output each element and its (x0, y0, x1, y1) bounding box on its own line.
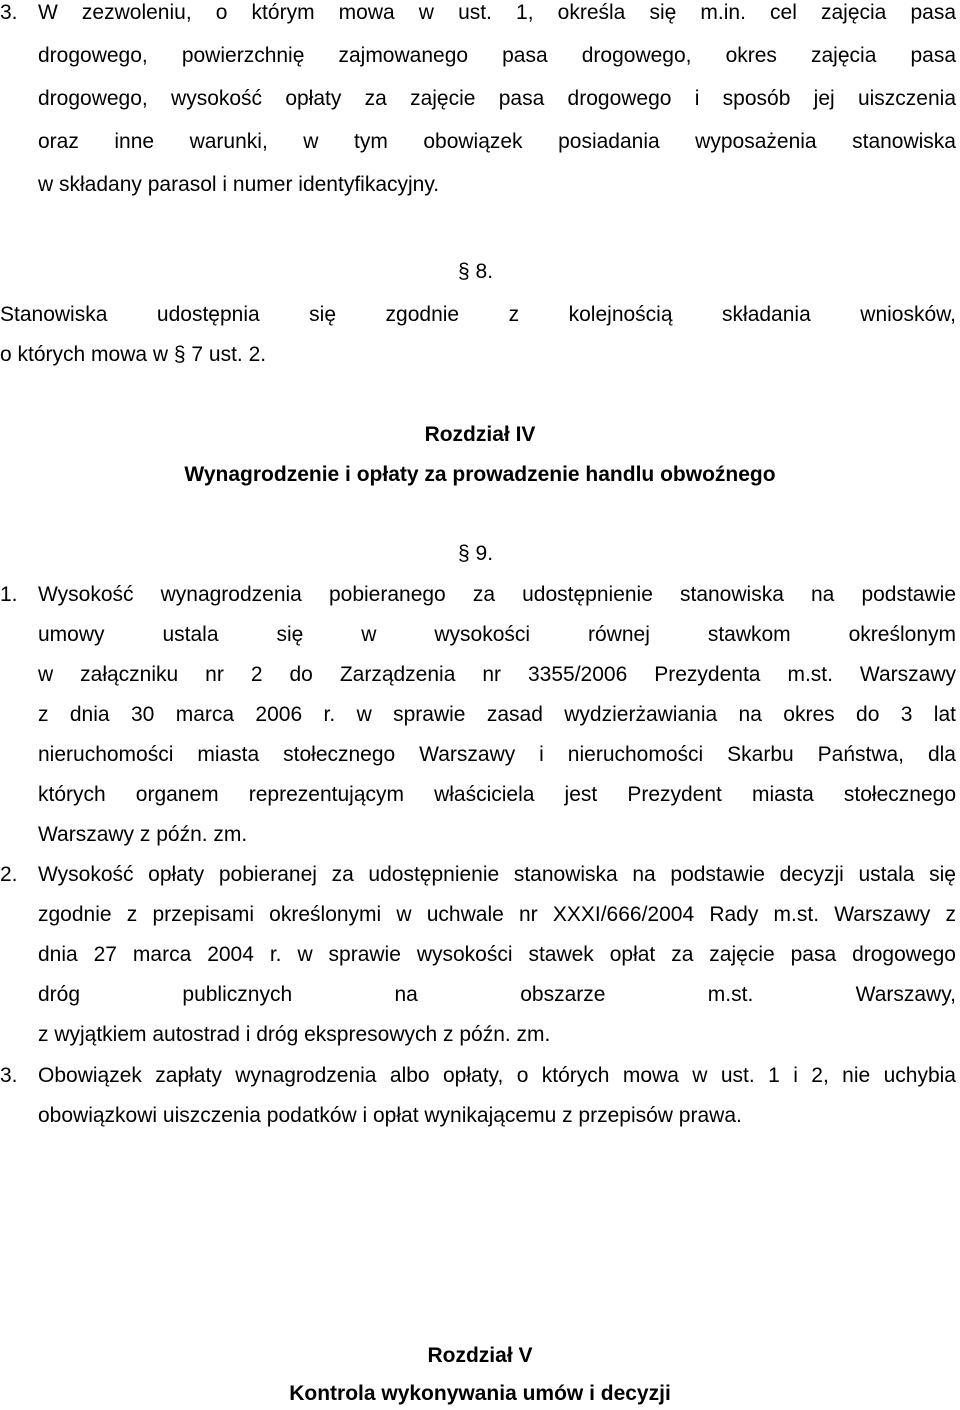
list-item-number: 2. (0, 863, 18, 886)
paragraph-line: w składany parasol i numer identyfikacyjny. (38, 173, 440, 196)
list-item-line: dróg publicznych na obszarze m.st. Warszawy, (38, 983, 956, 1006)
chapter-subtitle: Wynagrodzenie i opłaty za prowadzenie handlu obwoźnego (184, 463, 776, 486)
paragraph-line: drogowego, wysokość opłaty za zajęcie pasa drogowego i sposób jej uiszczenia (38, 87, 956, 110)
list-item-number: 3. (0, 1064, 18, 1087)
list-item-line: nieruchomości miasta stołecznego Warszawy i nieruchomości Skarbu Państwa, dla (38, 743, 956, 766)
paragraph-line: Stanowiska udostępnia się zgodnie z kolejnością składania wniosków, (0, 303, 956, 326)
chapter-title: Rozdział V (427, 1344, 533, 1367)
list-item-line: Obowiązek zapłaty wynagrodzenia albo opłaty, o których mowa w ust. 1 i 2, nie uchybia (38, 1064, 956, 1087)
list-item-line: Wysokość wynagrodzenia pobieranego za udostępnienie stanowiska na podstawie (38, 583, 956, 606)
section-heading: § 8. (458, 260, 494, 283)
chapter-subtitle: Kontrola wykonywania umów i decyzji (289, 1382, 671, 1405)
list-item-line: zgodnie z przepisami określonymi w uchwale nr XXXI/666/2004 Rady m.st. Warszawy z (38, 903, 956, 926)
list-item-line: obowiązkowi uiszczenia podatków i opłat wynikającemu z przepisów prawa. (38, 1104, 742, 1127)
list-item-line: w załączniku nr 2 do Zarządzenia nr 3355/2006 Prezydenta m.st. Warszawy (38, 663, 956, 686)
list-item-line: z dnia 30 marca 2006 r. w sprawie zasad wydzierżawiania na okres do 3 lat (38, 703, 956, 726)
list-item-line: Warszawy z późn. zm. (38, 823, 248, 846)
list-item-line: których organem reprezentującym właściciela jest Prezydent miasta stołecznego (38, 783, 956, 806)
list-item-number: 1. (0, 583, 18, 606)
list-item-line: dnia 27 marca 2004 r. w sprawie wysokości stawek opłat za zajęcie pasa drogowego (38, 943, 956, 966)
paragraph-line: drogowego, powierzchnię zajmowanego pasa drogowego, okres zajęcia pasa (38, 44, 956, 67)
paragraph-line: W zezwoleniu, o którym mowa w ust. 1, określa się m.in. cel zajęcia pasa (38, 1, 956, 24)
section-heading: § 9. (458, 542, 494, 565)
paragraph-line: o których mowa w § 7 ust. 2. (0, 343, 267, 366)
paragraph-number: 3. (0, 1, 18, 24)
chapter-title: Rozdział IV (424, 423, 536, 446)
list-item-line: Wysokość opłaty pobieranej za udostępnienie stanowiska na podstawie decyzji ustala się (38, 863, 956, 886)
list-item-line: umowy ustala się w wysokości równej stawkom określonym (38, 623, 956, 646)
list-item-line: z wyjątkiem autostrad i dróg ekspresowych z późn. zm. (38, 1023, 551, 1046)
paragraph-line: oraz inne warunki, w tym obowiązek posiadania wyposażenia stanowiska (38, 130, 956, 153)
